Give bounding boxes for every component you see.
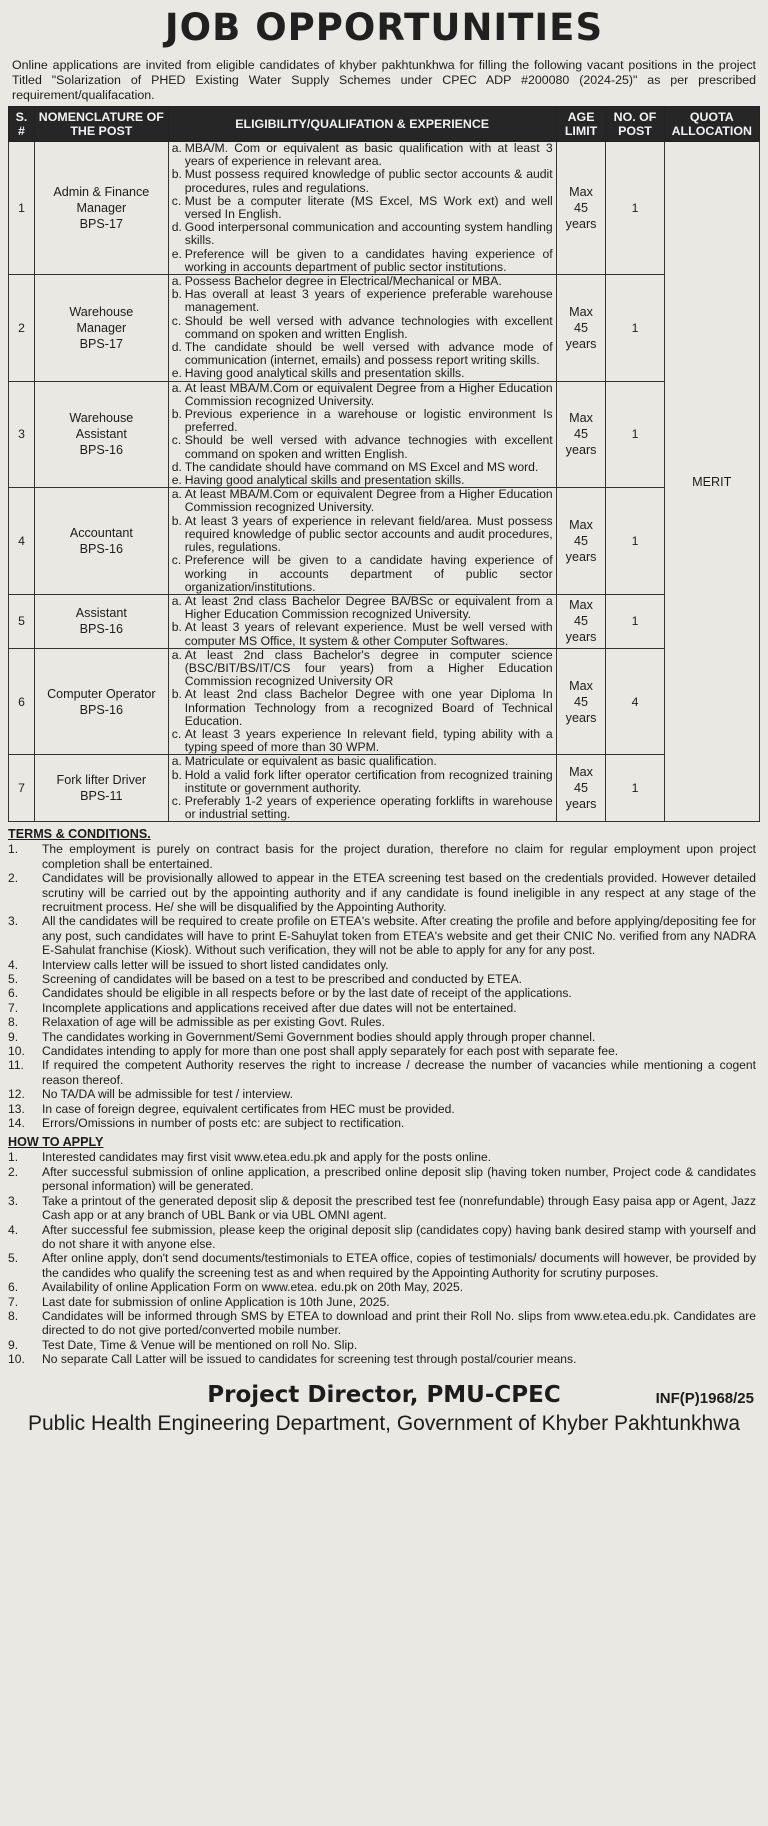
list-number: 14. (8, 1116, 25, 1131)
job-sno: 3 (9, 381, 35, 488)
list-number: 10. (8, 1044, 25, 1059)
job-sno: 1 (9, 142, 35, 275)
criterion-text: At least MBA/M.Com or equivalent Degree from a Higher Education Commission recognized University. (184, 487, 553, 515)
criterion-text: Must possess required knowledge of public sector accounts & audit procedures, rules and regulations. (184, 167, 553, 195)
list-text: Take a printout of the generated deposit slip & deposit the prescribed test fee (nonrefundable) through Easy paisa app or Agent, Jazz Cash app or at any branch of UBL Bank or via UBL OMNI agent. (42, 1193, 756, 1223)
job-post-cell (34, 275, 168, 382)
job-age-limit (556, 594, 606, 648)
terms-item (8, 914, 760, 957)
list-text: Availability of online Application Form on www.etea. edu.pk on 20th May, 2025. (42, 1280, 464, 1295)
job-number-of-posts: 1 (606, 381, 664, 488)
intro-paragraph: Online applications are invited from eligible candidates of khyber pakhtunkhwa for filling the following vacant positions in the project Titled "Solarization of PHED Existing Water Supply Schemes under CPEC ADP #200080 (2024-25)" as per prescribed requirement/qualifacation. (12, 58, 756, 102)
criterion-text: At least 3 years experience In relevant field, typing ability with a typing speed of more than 30 WPM. (184, 726, 553, 755)
list-number: 3. (8, 914, 19, 929)
criterion-text: Must be a computer literate (MS Excel, MS Work ext) and well versed In English. (184, 193, 553, 222)
list-text: All the candidates will be required to create profile on ETEA's website. After creating the profile and before applying/depositing fee for any post, such candidates will have to print E-Sahuylat token from ETEA's website and get their CNIC No. verified from any NADRA E-Sahulat franchise (Kiosk). Without such verification, they will not be able to apply for any for any post. (42, 914, 756, 958)
job-age-limit (556, 275, 606, 382)
criterion-item (172, 408, 553, 434)
list-number: 13. (8, 1101, 25, 1116)
criterion-item (172, 688, 553, 728)
job-post-line: Manager (76, 201, 127, 216)
job-post-line: Manager (76, 320, 127, 335)
job-sno: 6 (9, 648, 35, 755)
terms-item (8, 871, 760, 914)
criterion-letter: d. (171, 340, 182, 355)
criterion-letter: a. (171, 274, 182, 289)
list-text: Incomplete applications and applications received after due dates will not be entertained. (42, 1000, 517, 1015)
age-line: 45 (574, 614, 589, 629)
criterion-text: At least 3 years of relevant experience. Must be well versed with computer MS Office, It system & other Computer Softwares. (184, 620, 553, 648)
criterion-text: Has overall at least 3 years of experience preferable warehouse management. (184, 287, 553, 315)
terms-list (8, 842, 760, 1130)
job-number-of-posts: 4 (606, 648, 664, 755)
age-line: 45 (574, 427, 589, 442)
criterion-letter: a. (171, 593, 182, 608)
criterion-item (172, 474, 553, 487)
job-age-limit (556, 488, 606, 595)
list-number: 9. (8, 1029, 19, 1044)
advertisement (8, 0, 760, 1437)
criterion-item (172, 795, 553, 821)
list-text: Relaxation of age will be admissible as per existing Govt. Rules. (42, 1015, 385, 1030)
job-sno: 2 (9, 275, 35, 382)
job-post-line: BPS-16 (79, 443, 124, 458)
age-line: 45 (574, 320, 589, 335)
age-line: Max (569, 185, 593, 200)
criterion-item (172, 195, 553, 221)
jobs-table (8, 106, 760, 822)
age-line: 45 (574, 781, 589, 796)
job-post-line: BPS-17 (79, 336, 124, 351)
criterion-text: At least 3 years of experience in relevant field/area. Must possess required knowledge of public sector accounts and audit procedures, rules, regulations. (184, 513, 553, 555)
list-text: The candidates working in Government/Semi Government bodies should apply through proper channel. (42, 1029, 596, 1044)
criterion-letter: d. (171, 459, 182, 474)
age-line: Max (569, 678, 593, 693)
table-row (9, 275, 760, 382)
job-post-line: Assistant (75, 606, 127, 621)
apply-item (8, 1352, 760, 1366)
list-text: The employment is purely on contract basis for the project duration, therefore no claim for regular employment upon project completion shall be entertained. (42, 842, 756, 871)
list-number: 3. (8, 1193, 19, 1208)
job-sno: 4 (9, 488, 35, 595)
apply-item (8, 1280, 760, 1294)
criterion-letter: c. (171, 726, 182, 741)
age-line: years (565, 336, 597, 351)
criterion-letter: e. (171, 366, 182, 381)
criterion-text: Preferably 1-2 years of experience operating forklifts in warehouse or industrial setting. (184, 793, 553, 822)
age-line: Max (569, 304, 593, 319)
table-row (9, 648, 760, 755)
age-line: years (565, 550, 597, 565)
criterion-letter: a. (171, 141, 182, 155)
criterion-text: Having good analytical skills and presentation skills. (184, 366, 465, 381)
list-text: After successful fee submission, please keep the original deposit slip (candidates copy) having bank desired stamp with yourself and do not share it with anyone else. (42, 1222, 756, 1251)
list-text: Candidates intending to apply for more than one post shall apply separately for each post with separate fee. (42, 1044, 619, 1059)
job-eligibility-cell (168, 648, 556, 755)
criterion-item (172, 755, 553, 768)
criterion-text: Preference will be given to a candidate having experience of working in accounts department of public sector organization/institutions. (184, 553, 553, 594)
criterion-text: At least MBA/M.Com or equivalent Degree from a Higher Education Commission recognized University. (184, 380, 553, 408)
job-post-cell (34, 755, 168, 822)
list-text: After successful submission of online application, a prescribed online deposit slip (having token number, Project code & candidates personal information) will be generated. (42, 1164, 756, 1194)
table-row (9, 755, 760, 822)
criterion-letter: c. (171, 193, 182, 208)
list-number: 9. (8, 1337, 19, 1352)
list-number: 2. (8, 871, 19, 886)
list-text: Candidates will be informed through SMS by ETEA to download and print their Roll No. slips from www.etea.edu.pk. Candidates are directed to do not give ported/converted mobile number. (42, 1308, 756, 1338)
job-post-line: Accountant (69, 526, 133, 541)
list-number: 6. (8, 1280, 19, 1295)
criterion-letter: c. (171, 313, 182, 328)
list-text: After online apply, don't send documents/testimonials to ETEA office, copies of testimonials/ documents will however, be provided by the candides who qualify the screening test as and when required by the Appointing Authority for scrutiny purposes. (42, 1251, 756, 1280)
criterion-letter: a. (171, 754, 182, 769)
criterion-text: Matriculate or equivalent as basic qualification. (184, 754, 437, 769)
criterion-letter: d. (171, 220, 182, 235)
table-row (9, 488, 760, 595)
age-line: years (565, 710, 597, 725)
job-post-line: BPS-16 (79, 702, 124, 717)
header-sno: S. # (9, 107, 35, 142)
terms-item (8, 972, 760, 986)
criterion-text: At least 2nd class Bachelor Degree with one year Diploma In Information Technology from a recognized Board of Technical Education. (184, 687, 553, 728)
list-number: 1. (8, 1150, 19, 1165)
criterion-letter: e. (171, 473, 182, 488)
apply-list (8, 1150, 760, 1366)
criterion-item (172, 288, 553, 314)
criterion-letter: a. (171, 647, 182, 662)
apply-item (8, 1165, 760, 1194)
job-number-of-posts: 1 (606, 275, 664, 382)
list-number: 7. (8, 1000, 19, 1015)
criterion-letter: c. (171, 433, 182, 448)
terms-item (8, 1015, 760, 1029)
page-title: JOB OPPORTUNITIES (164, 6, 604, 49)
header-eligibility: ELIGIBILITY/QUALIFATION & EXPERIENCE (168, 107, 556, 142)
terms-item (8, 1087, 760, 1101)
job-post-line: Warehouse (69, 411, 134, 426)
list-text: Interested candidates may first visit www.etea.edu.pk and apply for the posts online. (42, 1150, 492, 1165)
criterion-letter: b. (171, 407, 182, 422)
job-eligibility-cell (168, 488, 556, 595)
job-number-of-posts: 1 (606, 142, 664, 275)
list-number: 5. (8, 972, 19, 987)
header-quota: QUOTA ALLOCATION (664, 107, 759, 142)
signatory-block (8, 1381, 760, 1409)
criterion-text: The candidate should have command on MS Excel and MS word. (184, 459, 539, 474)
criterion-letter: a. (171, 380, 182, 395)
table-row (9, 381, 760, 488)
list-number: 4. (8, 957, 19, 972)
apply-item (8, 1194, 760, 1223)
terms-item (8, 1116, 760, 1130)
criterion-letter: b. (171, 287, 182, 302)
table-row (9, 594, 760, 648)
terms-heading: TERMS & CONDITIONS. (8, 827, 151, 842)
table-row (9, 142, 760, 275)
job-number-of-posts: 1 (606, 755, 664, 822)
terms-item (8, 958, 760, 972)
criterion-item (172, 649, 553, 689)
job-eligibility-cell (168, 381, 556, 488)
age-line: Max (569, 411, 593, 426)
criterion-item (172, 382, 553, 408)
job-age-limit (556, 755, 606, 822)
criterion-item (172, 168, 553, 194)
age-line: Max (569, 765, 593, 780)
job-post-cell (34, 488, 168, 595)
terms-item (8, 1001, 760, 1015)
job-age-limit (556, 381, 606, 488)
job-post-cell (34, 381, 168, 488)
terms-item (8, 1058, 760, 1087)
job-post-cell (34, 142, 168, 275)
job-post-cell (34, 594, 168, 648)
criterion-text: MBA/M. Com or equivalent as basic qualification with at least 3 years of experience in relevant area. (184, 141, 553, 169)
criterion-item (172, 595, 553, 621)
terms-item (8, 1030, 760, 1044)
job-post-line: Warehouse (69, 304, 134, 319)
list-number: 12. (8, 1087, 25, 1102)
list-number: 8. (8, 1015, 19, 1030)
table-header-row (9, 107, 760, 142)
criterion-letter: e. (171, 246, 182, 261)
terms-item (8, 1044, 760, 1058)
job-post-line: Computer Operator (47, 686, 156, 701)
terms-item (8, 1102, 760, 1116)
age-line: years (565, 443, 597, 458)
job-post-line: Admin & Finance (53, 185, 150, 200)
criterion-item (172, 554, 553, 594)
criterion-item (172, 728, 553, 754)
header-number-of-posts: NO. OF POST (606, 107, 664, 142)
criterion-text: Should be well versed with advance technogies with excellent command on spoken and written English. (184, 433, 553, 461)
job-post-line: BPS-16 (79, 542, 124, 557)
criterion-text: Preference will be given to a candidates having experience of working in accounts department of public sector institutions. (184, 246, 553, 274)
list-text: If required the competent Authority reserves the right to increase / decrease the number of vacancies while mentioning a cogent reason thereof. (42, 1058, 756, 1087)
job-eligibility-cell (168, 142, 556, 275)
list-number: 6. (8, 986, 19, 1001)
criterion-text: At least 2nd class Bachelor Degree BA/BSc or equivalent from a Higher Education Commission recognized University. (184, 593, 553, 622)
list-number: 7. (8, 1294, 19, 1309)
criterion-text: Hold a valid fork lifter operator certification from recognized training institute or government authority. (184, 767, 553, 795)
job-eligibility-cell (168, 755, 556, 822)
list-text: Candidates will be provisionally allowed to appear in the ETEA screening test based on the credentials provided. However detailed scrutiny will be carried out by the appointing authority and if any candidate is found ineligible in any respect at any stage of the recruitment process. He/ she will be disqualified by the Appointing Authority. (42, 871, 756, 914)
terms-item (8, 842, 760, 871)
list-number: 4. (8, 1222, 19, 1237)
criterion-letter: b. (171, 620, 182, 635)
age-line: years (565, 797, 597, 812)
age-line: 45 (574, 534, 589, 549)
list-text: Candidates should be eligible in all respects before or by the last date of receipt of the applications. (42, 986, 572, 1001)
criterion-item (172, 248, 553, 274)
apply-item (8, 1309, 760, 1338)
apply-item (8, 1150, 760, 1164)
list-number: 5. (8, 1251, 19, 1266)
job-age-limit (556, 142, 606, 275)
job-age-limit (556, 648, 606, 755)
criterion-item (172, 515, 553, 555)
department-name: Public Health Engineering Department, Government of Khyber Pakhtunkhwa (27, 1411, 741, 1435)
job-sno: 7 (9, 755, 35, 822)
list-text: Errors/Omissions in number of posts etc: are subject to rectification. (42, 1116, 405, 1131)
apply-item (8, 1251, 760, 1280)
list-text: No TA/DA will be admissible for test / interview. (42, 1087, 293, 1102)
criterion-item (172, 367, 553, 380)
header-age: AGE LIMIT (556, 107, 606, 142)
list-number: 2. (8, 1164, 19, 1179)
list-text: Last date for submission of online Application is 10th June, 2025. (42, 1294, 390, 1309)
job-number-of-posts: 1 (606, 488, 664, 595)
list-text: Screening of candidates will be based on a test to be prescribed and conducted by ETEA. (42, 972, 523, 987)
list-number: 8. (8, 1308, 19, 1323)
list-text: No separate Call Latter will be issued to candidates for screening test through postal/courier means. (42, 1352, 577, 1367)
criterion-letter: a. (171, 487, 182, 502)
age-line: years (565, 217, 597, 232)
age-line: 45 (574, 694, 589, 709)
apply-item (8, 1295, 760, 1309)
list-number: 1. (8, 842, 19, 857)
criterion-item (172, 488, 553, 514)
job-number-of-posts: 1 (606, 594, 664, 648)
quota-allocation: MERIT (664, 142, 759, 822)
age-line: years (565, 630, 597, 645)
job-eligibility-cell (168, 275, 556, 382)
job-post-line: BPS-17 (79, 217, 124, 232)
criterion-item (172, 142, 553, 168)
terms-item (8, 986, 760, 1000)
age-line: Max (569, 518, 593, 533)
job-sno: 5 (9, 594, 35, 648)
criterion-item (172, 434, 553, 460)
header-post: NOMENCLATURE OF THE POST (34, 107, 168, 142)
job-post-line: Assistant (75, 427, 127, 442)
job-eligibility-cell (168, 594, 556, 648)
criterion-letter: b. (171, 167, 182, 182)
reference-number: INF(P)1968/25 (655, 1389, 754, 1407)
criterion-item (172, 621, 553, 647)
criterion-text: Good interpersonal communication and accounting system handling skills. (184, 220, 553, 248)
criterion-item (172, 341, 553, 367)
criterion-item (172, 221, 553, 247)
criterion-text: The candidate should be well versed with advance mode of communication (internet, emails) and possess report writing skills. (184, 340, 553, 368)
criterion-letter: b. (171, 513, 182, 528)
signatory: Project Director, PMU-CPEC (207, 1381, 561, 1408)
criterion-letter: c. (171, 553, 182, 568)
apply-item (8, 1338, 760, 1352)
criterion-letter: b. (171, 687, 182, 702)
criterion-text: Possess Bachelor degree in Electrical/Mechanical or MBA. (184, 274, 502, 289)
criterion-text: Previous experience in a warehouse or logistic environment Is preferred. (184, 407, 553, 435)
apply-item (8, 1223, 760, 1252)
list-text: Test Date, Time & Venue will be mentioned on roll No. Slip. (42, 1337, 358, 1352)
list-number: 10. (8, 1352, 25, 1367)
criterion-letter: b. (171, 767, 182, 782)
job-post-line: BPS-16 (79, 622, 124, 637)
job-post-line: Fork lifter Driver (56, 773, 147, 788)
criterion-text: Should be well versed with advance technologies with excellent command on spoken and written English. (184, 313, 553, 341)
criterion-item (172, 769, 553, 795)
criterion-letter: c. (171, 793, 182, 808)
job-post-line: BPS-11 (80, 789, 123, 804)
list-text: Interview calls letter will be issued to short listed candidates only. (42, 957, 389, 972)
age-line: Max (569, 598, 593, 613)
criterion-item (172, 315, 553, 341)
list-text: In case of foreign degree, equivalent certificates from HEC must be provided. (42, 1101, 455, 1116)
criterion-text: At least 2nd class Bachelor's degree in computer science (BSC/BIT/BS/IT/CS four years) from a Higher Education Commission recognized University OR (184, 647, 553, 689)
list-number: 11. (8, 1058, 24, 1073)
apply-heading: HOW TO APPLY (8, 1135, 104, 1150)
job-post-cell (34, 648, 168, 755)
age-line: 45 (574, 201, 589, 216)
criterion-text: Having good analytical skills and presentation skills. (184, 473, 465, 488)
